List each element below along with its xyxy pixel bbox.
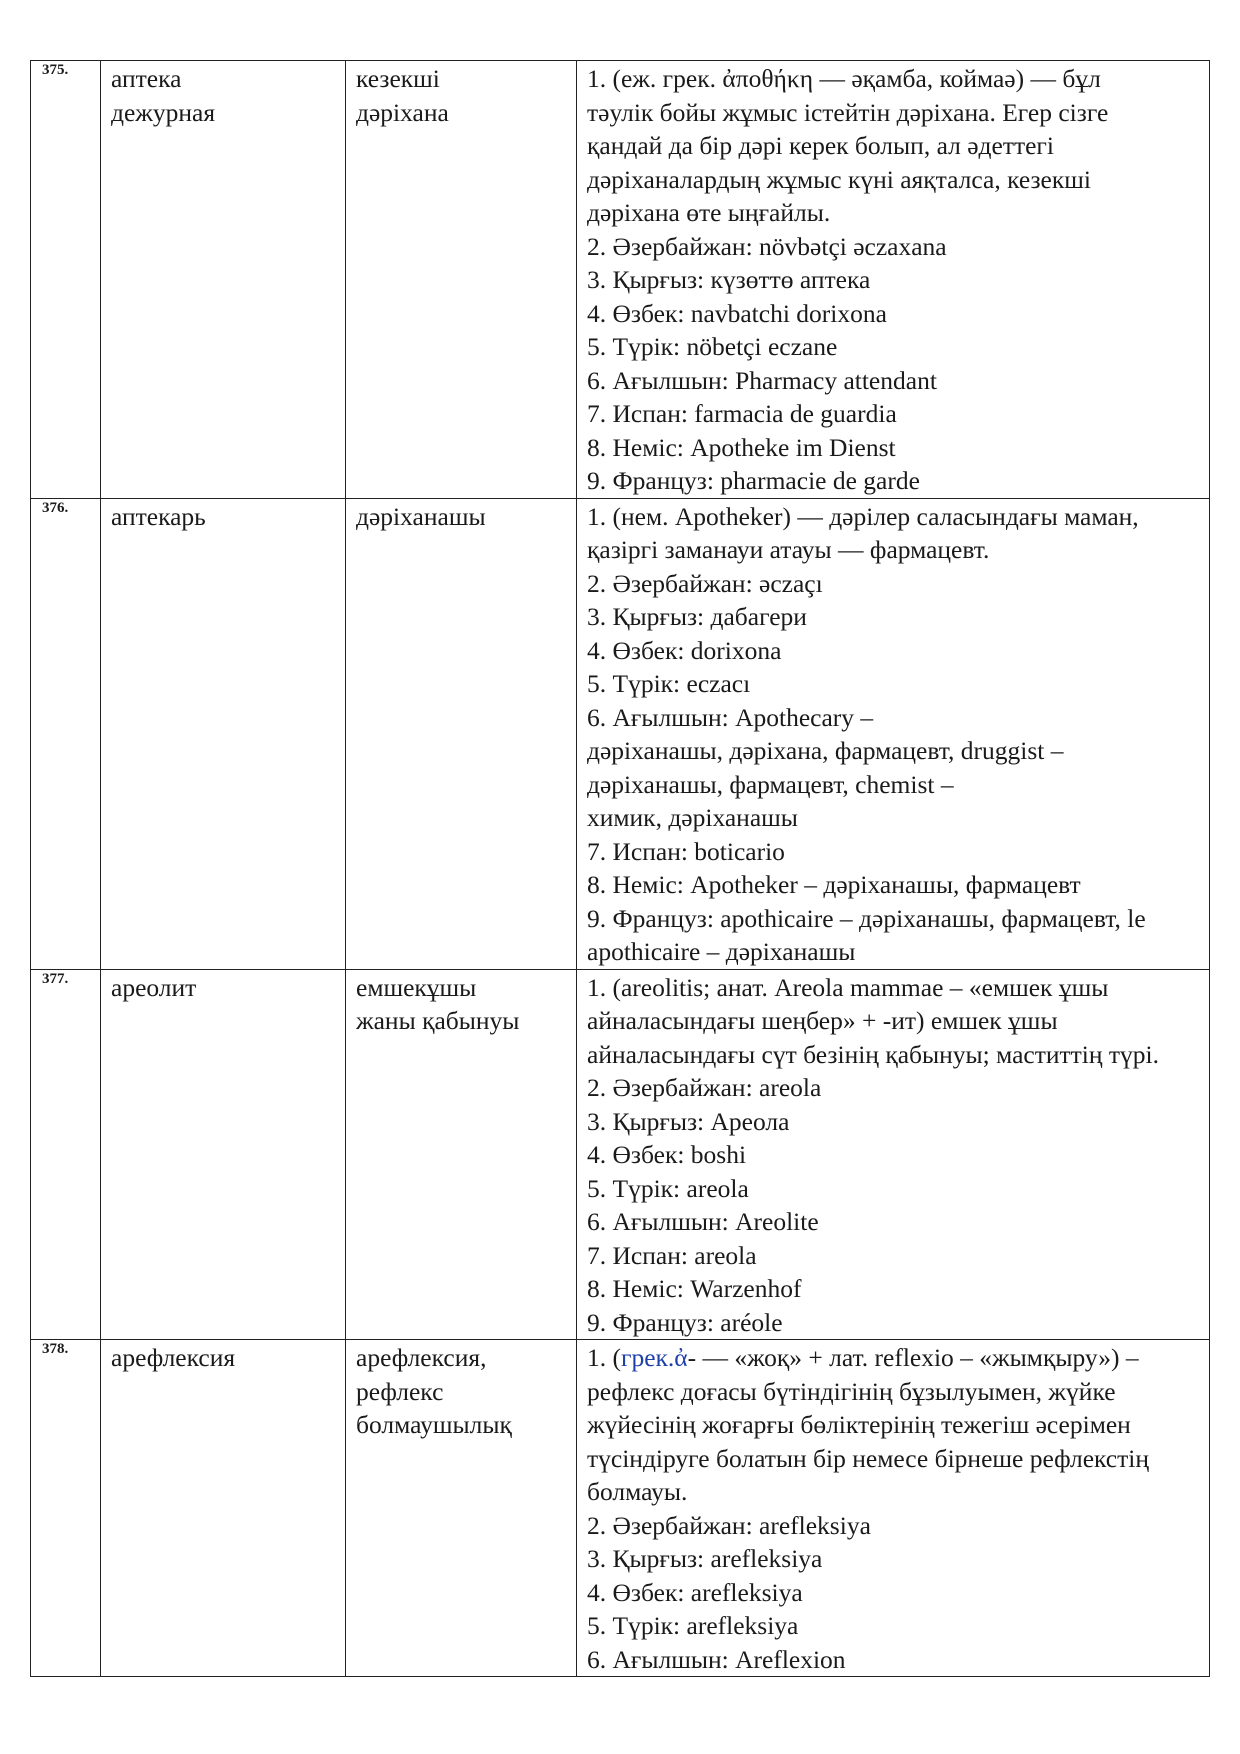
definition-line: түсіндіруге болатын бір немесе бірнеше рефлекстің: [587, 1443, 1149, 1473]
definition-line: 5. Түрік: eczacı: [587, 669, 751, 698]
russian-term: [101, 969, 346, 1340]
definition-line: [587, 1341, 1203, 1375]
term-line: жаны қабынуы: [356, 1006, 520, 1035]
definition-line: дәріханалардың жұмыс күні аяқталса, кезекші: [587, 164, 1091, 194]
definition-line: рефлекс доғасы бүтіндігінің бұзылуымен, жүйке: [587, 1376, 1116, 1406]
definition-line: 4. Өзбек: dorixona: [587, 635, 782, 665]
definition-line: 3. Қырғыз: Ареола: [587, 1106, 790, 1136]
definition-prefix: 1. (: [587, 1343, 621, 1372]
term-line: ареолит: [111, 972, 197, 1002]
term-line: дежурная: [111, 97, 216, 127]
kazakh-term: [346, 1340, 577, 1677]
russian-term: [101, 61, 346, 499]
term-line: болмаушылық: [356, 1410, 512, 1439]
table-row: [31, 969, 1210, 1340]
definition-line: химик, дәріханашы: [587, 803, 798, 832]
definition-line: 8. Неміс: Warzenhof: [587, 1274, 802, 1303]
definition-cell: [577, 1340, 1210, 1677]
russian-term: [101, 1340, 346, 1677]
definition-line: 2. Әзербайжан: arefleksiya: [587, 1510, 871, 1540]
definition-line: 3. Қырғыз: дабагери: [587, 602, 807, 631]
term-line: кезекші: [356, 64, 440, 93]
kazakh-term: [346, 61, 577, 499]
entry-number: 377.: [31, 969, 101, 1340]
definition-line: дәріхана өте ыңғайлы.: [587, 198, 831, 227]
definition-line: 1. (еж. грек. ἀποθήκη — әқамба, коймаә) — бұл: [587, 64, 1101, 93]
definition-line: 7. Испан: areola: [587, 1240, 757, 1270]
definition-cell: [577, 61, 1210, 499]
greek-link-text: грек.ἀ: [621, 1343, 688, 1372]
definition-line: болмауы.: [587, 1477, 688, 1506]
russian-term: [101, 498, 346, 969]
entry-number: 376.: [31, 498, 101, 969]
entry-number: 375.: [31, 61, 101, 499]
definition-line: 6. Ағылшын: Apothecary –: [587, 702, 874, 732]
definition-line: қазіргі заманауи атауы — фармацевт.: [587, 535, 990, 564]
term-line: рефлекс: [356, 1376, 444, 1406]
definition-line: тәулік бойы жұмыс істейтін дәріхана. Егер сізге: [587, 97, 1109, 127]
definition-cell: [577, 969, 1210, 1340]
definition-text: - — «жоқ» + лат. reflexio – «жымқыру») –: [687, 1343, 1139, 1372]
entry-number: 378.: [31, 1340, 101, 1677]
definition-line: 1. (areolitis; анат. Areola mammae – «емшек ұшы: [587, 972, 1109, 1002]
definition-line: дәріханашы, дәріхана, фармацевт, druggist –: [587, 736, 1064, 765]
term-line: дәріхана: [356, 97, 449, 127]
dictionary-table: [30, 60, 1210, 1677]
definition-line: 1. (нем. Apotheker) — дәрілер саласындағы маман,: [587, 501, 1139, 531]
definition-line: жүйесінің жоғарғы бөліктерінің тежегіш әсерімен: [587, 1410, 1131, 1439]
definition-line: айналасындағы сүт безінің қабынуы; маститтің түрі.: [587, 1039, 1160, 1069]
term-line: аптека: [111, 64, 182, 93]
definition-line: 5. Түрік: arefleksiya: [587, 1611, 799, 1640]
definition-line: 2. Әзербайжан: areola: [587, 1073, 822, 1102]
definition-line: apothicaire – дәріханашы: [587, 937, 856, 966]
definition-line: 8. Неміс: Apotheke im Dienst: [587, 432, 896, 462]
definition-line: 7. Испан: farmacia de guardia: [587, 399, 897, 428]
definition-cell: [577, 498, 1210, 969]
table-row: [31, 1340, 1210, 1677]
definition-line: 5. Түрік: nöbetçi eczane: [587, 332, 838, 361]
term-line: дәріханашы: [356, 501, 486, 531]
definition-line: 9. Француз: aréole: [587, 1307, 783, 1337]
definition-line: 3. Қырғыз: arefleksiya: [587, 1544, 823, 1573]
definition-line: 4. Өзбек: boshi: [587, 1140, 747, 1169]
definition-line: 6. Ағылшын: Pharmacy attendant: [587, 365, 937, 395]
definition-line: айналасындағы шеңбер» + -ит) емшек ұшы: [587, 1006, 1058, 1035]
definition-line: қандай да бір дәрі керек болып, ал әдеттегі: [587, 131, 1054, 160]
definition-line: дәріханашы, фармацевт, chemist –: [587, 769, 954, 799]
definition-line: 9. Француз: apothicaire – дәріханашы, фармацевт, le: [587, 903, 1146, 933]
definition-line: 9. Француз: pharmacie de garde: [587, 466, 920, 495]
definition-line: 4. Өзбек: arefleksiya: [587, 1577, 803, 1607]
definition-line: 3. Қырғыз: күзөттө аптека: [587, 265, 871, 294]
term-line: аптекарь: [111, 501, 206, 531]
table-row: [31, 498, 1210, 969]
definition-line: 8. Неміс: Apotheker – дәріханашы, фармацевт: [587, 870, 1081, 899]
term-line: арефлексия: [111, 1343, 236, 1372]
definition-line: 2. Әзербайжан: növbətçi əczaxana: [587, 231, 947, 261]
definition-line: 7. Испан: boticario: [587, 836, 785, 866]
kazakh-term: [346, 969, 577, 1340]
term-line: арефлексия,: [356, 1343, 487, 1372]
definition-line: 4. Өзбек: navbatchi dorixona: [587, 298, 887, 328]
definition-line: 6. Ағылшын: Areolite: [587, 1207, 819, 1236]
definition-line: 6. Ағылшын: Areflexion: [587, 1644, 846, 1674]
definition-line: 5. Түрік: areola: [587, 1173, 749, 1203]
table-row: [31, 61, 1210, 499]
definition-line: 2. Әзербайжан: əczaçı: [587, 568, 823, 598]
term-line: емшекұшы: [356, 972, 477, 1002]
kazakh-term: [346, 498, 577, 969]
